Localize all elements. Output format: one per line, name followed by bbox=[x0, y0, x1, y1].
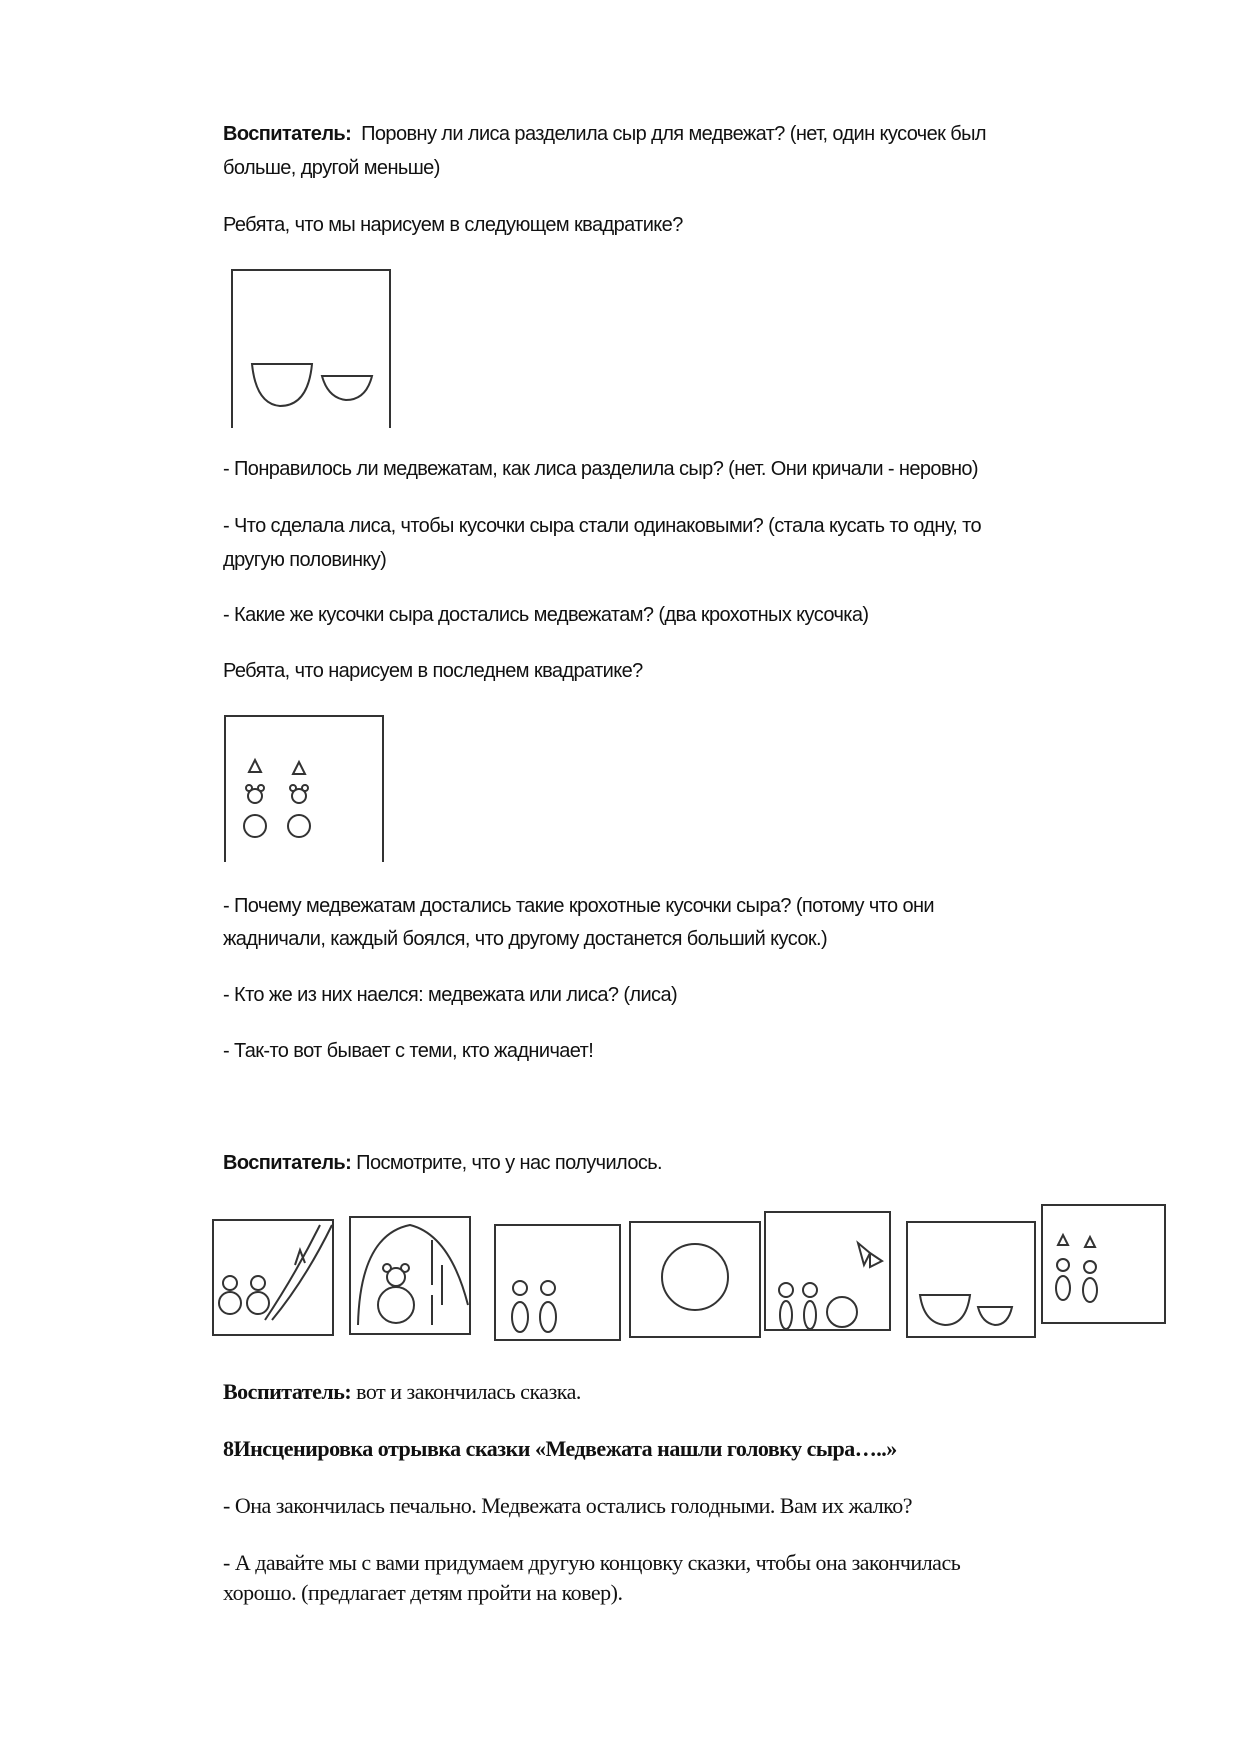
story-picture-strip bbox=[210, 1195, 1200, 1345]
text-line: жадничали, каждый боялся, что другому достанется больший кусок.) bbox=[223, 928, 828, 950]
picture-cheese-pieces bbox=[230, 268, 395, 430]
paragraph-look bbox=[223, 1151, 662, 1175]
frame-6-two-pieces bbox=[907, 1222, 1035, 1337]
speaker-label: Воспитатель: bbox=[223, 1379, 352, 1404]
text-line: другую половинку) bbox=[223, 549, 387, 571]
frame-2-bear-mountain bbox=[350, 1217, 470, 1334]
speaker-label: Воспитатель: bbox=[223, 123, 352, 145]
frame-5-bears-fox-cheese bbox=[765, 1212, 890, 1330]
paragraph-tale-ended bbox=[223, 1380, 581, 1404]
text-line: Ребята, что нарисуем в последнем квадратике? bbox=[223, 660, 643, 682]
text-line: - Какие же кусочки сыра достались медвежатам? (два крохотных кусочка) bbox=[223, 604, 869, 626]
speaker-label: Воспитатель: bbox=[223, 1152, 352, 1174]
text-line: - Кто же из них наелся: медвежата или лиса? (лиса) bbox=[223, 984, 678, 1006]
text-line: хорошо. (предлагает детям пройти на ковер). bbox=[223, 1580, 623, 1605]
text-line: больше, другой меньше) bbox=[223, 157, 440, 179]
text-line: Ребята, что мы нарисуем в следующем квадратике? bbox=[223, 214, 683, 236]
frame-1-bears-fox bbox=[213, 1220, 333, 1335]
text-line: - Так-то вот бывает с теми, кто жадничает! bbox=[223, 1040, 594, 1062]
text-line: - Понравилось ли медвежатам, как лиса разделила сыр? (нет. Они кричали - неровно) bbox=[223, 458, 978, 480]
text: вот и закончилась сказка. bbox=[356, 1379, 581, 1404]
text-line: - Что сделала лиса, чтобы кусочки сыра стали одинаковыми? (стала кусать то одну, то bbox=[223, 515, 981, 537]
text: Поровну ли лиса разделила сыр для медвежат? (нет, один кусочек был bbox=[361, 123, 986, 145]
text-line: - Она закончилась печально. Медвежата остались голодными. Вам их жалко? bbox=[223, 1493, 913, 1518]
frame-3-two-bears bbox=[495, 1225, 620, 1340]
picture-bears-tiny-pieces bbox=[223, 714, 387, 864]
text-line: - А давайте мы с вами придумаем другую концовку сказки, чтобы она закончилась bbox=[223, 1550, 961, 1575]
text-line: - Почему медвежатам достались такие крохотные кусочки сыра? (потому что они bbox=[223, 895, 934, 917]
paragraph-question-fair-split bbox=[223, 122, 986, 146]
frame-4-cheese-round bbox=[630, 1222, 760, 1337]
text: Посмотрите, что у нас получилось. bbox=[356, 1152, 663, 1174]
section-heading: 8Инсценировка отрывка сказки «Медвежата нашли головку сыра…..» bbox=[223, 1436, 897, 1461]
frame-7-tiny-pieces bbox=[1042, 1205, 1165, 1323]
